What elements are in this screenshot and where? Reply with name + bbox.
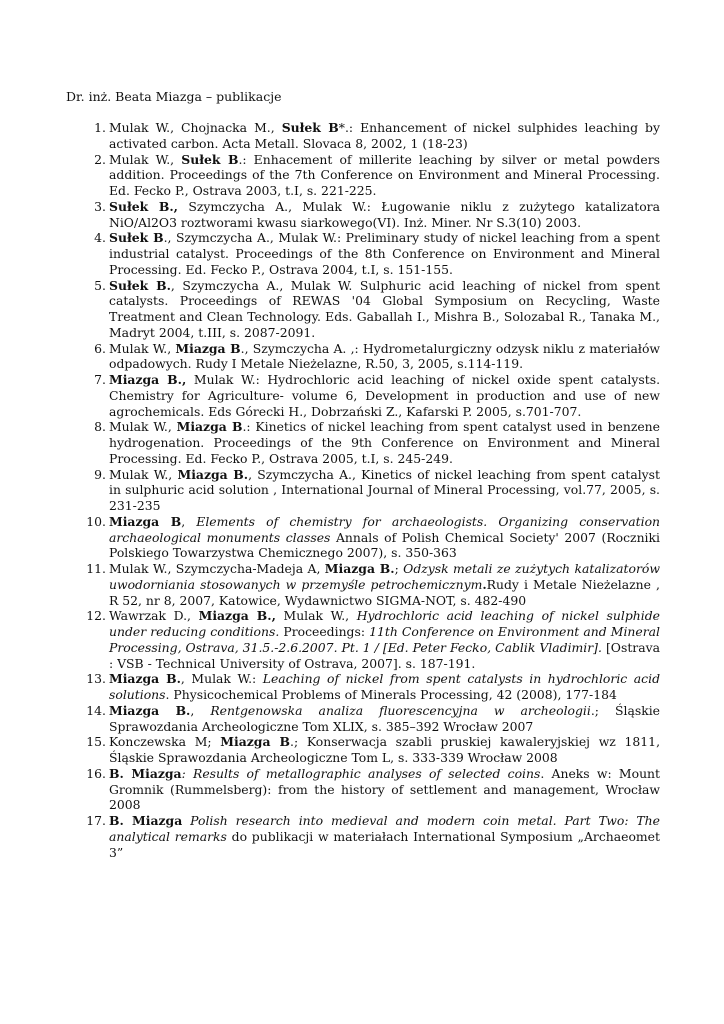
title-italic: 11th Conference on Environment and Mineral Processing, Ostrava, 31.5.-2.6.2007. Pt. 1 / [Ed. Peter Fecko, Cablik Vladimir].: [109, 624, 660, 655]
publication-number: 11.: [86, 561, 106, 576]
citation-text: [182, 813, 190, 828]
citation-text: Mulak W.,: [109, 419, 177, 435]
title-italic: Hydrochloric acid leaching of nickel sulphide under reducing conditions.: [109, 608, 660, 639]
author-highlight: Miazga B.: [109, 671, 181, 687]
citation-text: , Szymczycha A., Mulak W. Sulphuric acid leaching of nickel from spent catalysts. Proceedings of REWAS '04 Global Symposium on Recycling, Waste Treatment and Clean Technology. Eds. Gaballah I., Mishra B., Solozabal R., Tanaka M., Madryt 2004, t.III, s. 2087-2091.: [109, 277, 660, 340]
publication-number: 7.: [94, 372, 106, 387]
citation-text: *.: Enhancement of nickel sulphides leaching by activated carbon. Acta Metall. Slovaca 8, 2002, 1 (18-23): [109, 120, 660, 151]
citation-text: .: Enhacement of millerite leaching by silver or metal powders addition. Proceedings of the 7th Conference on Environment and Mineral Processing. Ed. Fecko P., Ostrava 2003, t.I, s. 221-225.: [109, 151, 660, 198]
citation-text: Mulak W.,: [109, 151, 182, 167]
page-title: Dr. inż. Beata Miazga – publikacje: [66, 89, 282, 104]
publication-item: [66, 278, 660, 341]
citation-text: . Physicochemical Problems of Minerals Processing, 42 (2008), 177-184: [165, 687, 617, 702]
publication-item: [66, 766, 660, 813]
citation-text: Wawrzak D.,: [109, 608, 199, 624]
citation-text: .: Kinetics of nickel leaching from spent catalyst used in benzene hydrogenation. Proceedings of the 9th Conference on Environment and Mineral Processing. Ed. Fecko P., Ostrava 2005, t.I, s. 245-249.: [109, 419, 660, 466]
title-italic: Polish research into medieval and modern coin metal. Part Two: The analytical remarks: [109, 813, 660, 844]
citation-text: Annals of Polish Chemical Society' 2007 (Roczniki Polskiego Towarzystwa Chemicznego 2007), s. 350-363: [109, 529, 660, 561]
publication-item: [66, 671, 660, 703]
author-highlight: Miazga B: [176, 419, 243, 435]
publication-item: [66, 372, 660, 419]
publication-number: 1.: [94, 120, 106, 135]
title-italic: Elements of chemistry for archaeologists. Organizing conservation archaeological monuments classes: [109, 513, 661, 545]
author-highlight: B. Miazga: [109, 813, 183, 828]
publication-item: [66, 813, 660, 860]
title-italic: Leaching of nickel from spent catalysts in hydrochloric acid solutions: [109, 671, 661, 702]
publication-number: 12.: [86, 608, 106, 624]
citation-text: [Ostrava : VSB - Technical University of Ostrava, 2007]. s. 187-191.: [109, 639, 660, 671]
publication-item: [66, 514, 660, 561]
publication-item: [66, 734, 660, 766]
author-highlight: Miazga B: [109, 513, 182, 529]
author-highlight: Miazga B.: [177, 466, 249, 482]
title-italic: : Results of metallographic analyses of selected coins: [181, 765, 541, 781]
citation-text: Mulak W.,: [109, 466, 178, 482]
publication-item: [66, 467, 660, 514]
citation-text: , Mulak W.:: [180, 671, 263, 687]
citation-text: Mulak W., Chojnacka M.,: [109, 120, 282, 135]
citation-text: Mulak W.,: [109, 340, 176, 356]
author-highlight: Miazga B.: [109, 702, 191, 718]
publication-item: [66, 608, 660, 671]
author-highlight: Sułek B.,: [109, 198, 178, 214]
author-highlight: Sułek B: [181, 151, 239, 167]
publication-number: 10.: [86, 513, 106, 529]
publication-number: 4.: [94, 230, 106, 246]
citation-text: ;: [394, 561, 404, 576]
citation-text: Mulak W., Szymczycha-Madeja A,: [109, 561, 325, 576]
publication-item: [66, 230, 660, 277]
citation-text: do publikacji w materiałach International Symposium „Archaeomet 3”: [109, 828, 660, 860]
author-highlight: Miazga B.: [324, 561, 395, 576]
publication-number: 8.: [94, 419, 106, 435]
publication-number: 15.: [86, 734, 106, 750]
citation-text: ,: [181, 513, 197, 529]
publication-list: [66, 120, 660, 860]
citation-text: ., Szymczycha A. ,: Hydrometalurgiczny odzysk niklu z materiałów odpadowych. Rudy I Metale Nieżelazne, R.50, 3, 2005, s.114-119.: [109, 340, 661, 372]
publication-item: [66, 199, 660, 231]
publication-number: 16.: [86, 765, 106, 781]
author-highlight: Miazga B: [175, 340, 241, 356]
publication-number: 3.: [94, 198, 106, 214]
author-highlight: .: [482, 576, 487, 592]
publication-item: [66, 703, 660, 735]
publication-item: [66, 120, 660, 152]
publication-number: 5.: [94, 277, 106, 293]
author-highlight: Miazga B: [220, 734, 291, 750]
author-highlight: Sułek B.: [109, 277, 171, 293]
publication-item: [66, 152, 660, 199]
citation-text: . Aneks w: Mount Gromnik (Rummelsberg): from the history of settlement and management, Wrocław 2008: [109, 765, 661, 813]
author-highlight: Sułek B: [109, 230, 164, 246]
author-highlight: Miazga B.,: [109, 372, 187, 387]
author-highlight: Sułek B: [281, 120, 339, 135]
publication-number: 17.: [86, 813, 106, 828]
citation-text: .; Konserwacja szabli pruskiej kawaleryjskiej wz 1811, Śląskie Sprawozdania Archeologiczne Tom L, s. 333-339 Wrocław 2008: [109, 734, 661, 765]
citation-text: Rudy i Metale Nieżelazne , R 52, nr 8, 2007, Katowice, Wydawnictwo SIGMA-NOT, s. 482-490: [109, 576, 660, 608]
title-italic: Odzysk metali ze zużytych katalizatorów uwodorniania stosowanych w przemyśle petrochemicznym: [109, 561, 660, 592]
publication-item: [66, 561, 660, 608]
citation-text: ., Szymczycha A., Mulak W.: Preliminary study of nickel leaching from a spent industrial catalyst. Proceedings of the 8th Conference on Environment and Mineral Processing. Ed. Fecko P., Ostrava 2004, t.I, s. 151-155.: [109, 230, 660, 277]
publication-item: [66, 419, 660, 466]
author-highlight: Miazga B.,: [198, 608, 276, 624]
citation-text: Konczewska M;: [109, 734, 221, 750]
publication-number: 13.: [86, 671, 106, 687]
citation-text: ,: [190, 702, 211, 718]
publication-number: 6.: [94, 340, 106, 356]
publication-number: 2.: [94, 151, 106, 167]
citation-text: Szymczycha A., Mulak W.: Ługowanie niklu z zużytego katalizatora NiO/Al2O3 roztworami kwasu siarkowego(VI). Inż. Miner. Nr S.3(10) 2003.: [109, 198, 660, 230]
citation-text: .; Śląskie Sprawozdania Archeologiczne Tom XLIX, s. 385–392 Wrocław 2007: [109, 702, 660, 734]
publication-number: 14.: [86, 702, 106, 718]
citation-text: Mulak W.: Hydrochloric acid leaching of nickel oxide spent catalysts. Chemistry for Agriculture- volume 6, Development in production and use of new agrochemicals. Eds Górecki H., Dobrzański Z., Kafarski P. 2005, s.701-707.: [109, 372, 661, 419]
citation-text: Mulak W.,: [275, 608, 357, 624]
title-italic: Rentgenowska analiza fluorescencyjna w archeologii: [210, 702, 591, 718]
citation-text: , Szymczycha A., Kinetics of nickel leaching from spent catalyst in sulphuric acid solution , International Journal of Mineral Processing, vol.77, 2005, s. 231-235: [109, 466, 661, 513]
publication-item: [66, 341, 660, 373]
publication-number: 9.: [94, 466, 106, 482]
author-highlight: B. Miazga: [109, 765, 182, 781]
citation-text: Proceedings:: [279, 624, 370, 639]
